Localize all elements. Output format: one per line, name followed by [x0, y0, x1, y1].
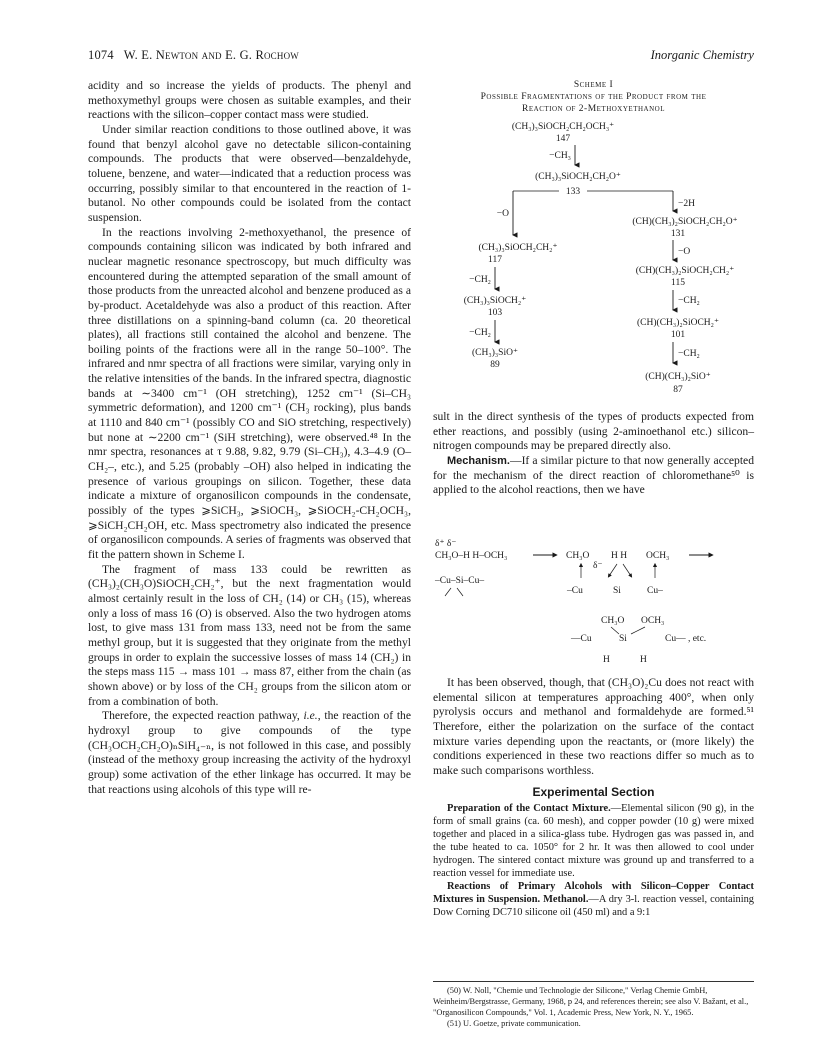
right-column-lower: [433, 676, 754, 919]
experimental-heading-1: Preparation of the Contact Mixture.: [447, 803, 611, 815]
loss-o-label-a: −O: [496, 209, 509, 219]
scheme-1: [433, 79, 754, 401]
footnote-50: (50) W. Noll, "Chemie und Technologie der Silicone," Verlag Chemie GmbH, Weinheim/Bergstrasse, Germany, 1968, p 24, and references therein; see also V. Bažant, et al., "Organosilicon Compounds," Vol. 1, Academic Press, New York, N. Y., 1965.: [433, 986, 749, 1017]
running-header: [88, 48, 754, 66]
product-och3: OCH₃: [641, 616, 665, 626]
scheme-title: Scheme I: [573, 80, 614, 90]
mass-101: 101: [670, 330, 686, 340]
species-115: (CH)(CH₃)₂SiOCH₂CH₂⁺: [635, 266, 735, 276]
header-left: [88, 48, 299, 63]
mech-arrow-c: [623, 564, 631, 576]
right-paragraph-1: sult in the direct synthesis of the types of products expected from ether reactions, and possibly (using 2-aminoethanol etc.) silicon–nitrogen compounds may be prepared directly also.: [433, 410, 754, 453]
left-paragraph-5-ie: i.e.: [303, 709, 318, 723]
mass-87: 87: [673, 385, 683, 395]
mech-arrow-b: [609, 564, 617, 576]
mass-147: 147: [555, 134, 571, 144]
mass-89: 89: [490, 360, 500, 370]
scheme-subtitle-1: Possible Fragmentations of the Product from the: [480, 92, 707, 102]
journal-name: Inorganic Chemistry: [650, 48, 754, 62]
mass-103: 103: [487, 308, 503, 318]
left-paragraph-5: [88, 709, 411, 797]
intermediate-si: Si: [613, 586, 621, 596]
mechanism-diagram: [433, 538, 754, 668]
species-147: (CH₃)₃SiOCH₂CH₂OCH₃⁺: [511, 122, 615, 132]
experimental-heading-2: Reactions of Primary Alcohols with Silicon–Copper Contact Mixtures in Suspension. Methanol.: [433, 881, 754, 906]
experimental-text-2: —A dry 3-l. reaction vessel, containing Dow Corning DC710 silicone oil (450 ml) and a 9:1: [433, 894, 754, 919]
bond-line-a: [445, 588, 451, 596]
right-paragraph-3: It has been observed, though, that (CH₃O)₂Cu does not react with elemental silicon at temperatures approaching 400°, when only pyrolysis occurs and methanol and formaldehyde are formed.⁵¹ Therefore, either the polarization on the surface of the contact mixture varies depending upon the reactants, or (more likely) the conditions experienced in these two reactions differ so much as to make such comparisons worthless.: [433, 676, 754, 777]
left-column: [88, 79, 411, 797]
experimental-text-1: —Elemental silicon (90 g), in the form of small grains (ca. 60 mesh), and copper powder (10 g) were mixed together and placed in a silica-glass tube. Hydrogen gas was passed in, and the tube heated to ca. 1050° for 2 hr. It was then allowed to cool under hydrogen. The sintered contact mixture was ground up and transferred to a reaction vessel for immediate use.: [433, 803, 754, 880]
species-101: (CH)(CH₃)₂SiOCH₂⁺: [637, 318, 719, 328]
left-paragraph-1: acidity and so increase the yields of products. The phenyl and methoxymethyl groups were chosen as suitable examples, and their reactions with the silicon–copper contact mass were studied.: [88, 79, 411, 122]
mechanism-paragraph: [433, 454, 754, 498]
footnote-51: (51) U. Goetze, private communication.: [447, 1019, 581, 1028]
left-paragraph-4: The fragment of mass 133 could be rewritten as (CH₃)₂(CH₃O)SiOCH₂CH₂⁺, but the next fragmentation would almost certainly result in the loss of CH₂ (14) or CH₃ (15), whereas only a loss of mass 16 (O) is observed. Also the two hydrogen atoms lost, to give mass 131 from mass 133, need not be from the same methyl group, but it is suggested that they originate from the methyl groups in order to explain the successive losses of mass 14 (CH₂) in the steps mass 115 → mass 101 → mass 87, either from the chain (as shown above) or by loss of the CH₂ groups from the silicon atom or from a combination of both.: [88, 562, 411, 708]
loss-2h-label: −2H: [678, 199, 695, 209]
loss-ch3-label: −CH₃: [549, 151, 571, 161]
mechanism-text: —If a similar picture to that now generally accepted for the mechanism of the direct reaction of chloromethane⁵⁰ is applied to the alcohol reactions, then we have: [433, 453, 754, 497]
mechanism-svg: [433, 538, 754, 668]
mass-133: 133: [565, 187, 581, 197]
loss-ch2-label-a: −CH₂: [469, 275, 491, 285]
scheme-diagram: [433, 79, 754, 401]
scheme-subtitle-2: Reaction of 2-Methoxyethanol: [522, 104, 665, 114]
mass-131: 131: [670, 229, 686, 239]
product-bond-b: [631, 627, 645, 634]
header-authors: W. E. Newton and E. G. Rochow: [123, 48, 299, 62]
experimental-paragraph-2: [433, 880, 754, 919]
intermediate-cu-left: –Cu: [567, 586, 583, 596]
species-131: (CH)(CH₃)₂SiOCH₂CH₂O⁺: [632, 217, 738, 227]
left-paragraph-5a: Therefore, the expected reaction pathway,: [102, 709, 304, 723]
intermediate-cu-right: Cu–: [647, 586, 663, 596]
experimental-section-title: Experimental Section: [532, 784, 655, 799]
mass-117: 117: [488, 255, 502, 265]
left-paragraph-5b: , the reaction of the hydroxyl group to give compounds of the type (CH₃OCH₂CH₂O)ₙSiH₄₋ₙ, is not followed in this case, and possibly (instead of the methoxy group increasing the activity of the hydroxyl group) some activation of the ether linkage has occurred. It may be that reactions using alcohols of this type will re-: [88, 709, 412, 796]
species-87: (CH)(CH₃)₂SiO⁺: [645, 372, 711, 382]
mass-115: 115: [671, 278, 685, 288]
species-89: (CH₃)₃SiO⁺: [472, 348, 518, 358]
right-column: [433, 410, 754, 498]
product-bond-a: [611, 627, 619, 634]
reactants-surface: –Cu–Si–Cu–: [435, 576, 485, 586]
intermediate-och3: OCH₃: [646, 551, 670, 561]
reactants-alcohol: CH₃O–H H–OCH₃: [435, 551, 508, 561]
product-h-right: H: [640, 655, 647, 665]
mechanism-heading: Mechanism.: [447, 454, 510, 467]
loss-ch2-label-b: −CH₂: [678, 296, 700, 306]
intermediate-hh: H H: [611, 551, 628, 561]
footnotes: [433, 981, 754, 1029]
left-paragraph-2: Under similar reaction conditions to those outlined above, it was found that benzyl alcohol gave no detectable silicon-containing compounds. The products that were observed—benzaldehyde, toluene, benzene, and water—indicated that a reduction process was occurring, possibly similar to that encountered in the reaction of 1-butanol. No other compounds could be isolated from the contact suspension.: [88, 122, 411, 224]
product-h-left: H: [603, 655, 610, 665]
loss-ch2-label-d: −CH₂: [678, 349, 700, 359]
left-paragraph-3: In the reactions involving 2-methoxyethanol, the presence of compounds containing silicon was indicated by both infrared and nuclear magnetic resonance spectroscopy, but much difficulty was encountered during the attempted separation of the small amount of those products from the unreacted alcohol and benzene produced as a by-product. Acetaldehyde was also a product of this reaction. After three distillations on a spinning-band column (ca. 20 theoretical plates), all fractions still contained the alcohol and benzene. The boiling points of the fractions were all in the range 50–100°. The infrared and nmr spectra of all fractions were similar, varying only in the relative intensities of the bands. In the infrared spectra, diagnostic bands at ∼3400 cm⁻¹ (OH stretching), 1252 cm⁻¹ (Si–CH₃ symmetric deformation), and 1200 cm⁻¹ (CH₃ rocking), plus bands at 1110 and 840 cm⁻¹ (possibly CO and SiO stretching, respectively) but none at ∼2200 cm⁻¹ (SiH stretching), were observed.⁴⁸ In the nmr spectra, resonances at τ 9.88, 9.82, 9.79 (Si–CH₃), 4.3–4.9 (O–CH₂–, etc.), and 5.25 (probably –OH) also helped in indicating the presence of various groupings on silicon. Together, these data indicate a mixture of organosilicon compounds in the condensate, possibly of the types ⩾SiCH₃, ⩾SiOCH₃, ⩾SiOCH₂-CH₂OCH₃, ⩾SiCH₂CH₂OH, etc. Mass spectrometry also indicated the presence of organosilicon compounds. A series of fragments was observed that fit the pattern shown in Scheme I.: [88, 225, 411, 561]
species-117: (CH₃)₃SiOCH₂CH₂⁺: [478, 243, 558, 253]
experimental-paragraph-1: [433, 802, 754, 880]
delta-minus: δ⁻: [593, 561, 603, 571]
page-number: 1074: [88, 48, 114, 62]
species-133: (CH₃)₃SiOCH₂CH₂O⁺: [535, 172, 621, 182]
bond-line-b: [457, 588, 463, 596]
product-ch3o: CH₃O: [601, 616, 625, 626]
product-cu-left: —Cu: [571, 634, 592, 644]
intermediate-ch3o: CH₃O: [566, 551, 590, 561]
species-103: (CH₃)₃SiOCH₂⁺: [463, 296, 527, 306]
product-si: Si: [619, 634, 627, 644]
loss-ch2-label-c: −CH₂: [469, 328, 491, 338]
product-cu-right: Cu— , etc.: [665, 634, 707, 644]
loss-o-label-b: −O: [678, 247, 691, 257]
delta-charges-top: δ⁺ δ⁻: [435, 539, 457, 549]
